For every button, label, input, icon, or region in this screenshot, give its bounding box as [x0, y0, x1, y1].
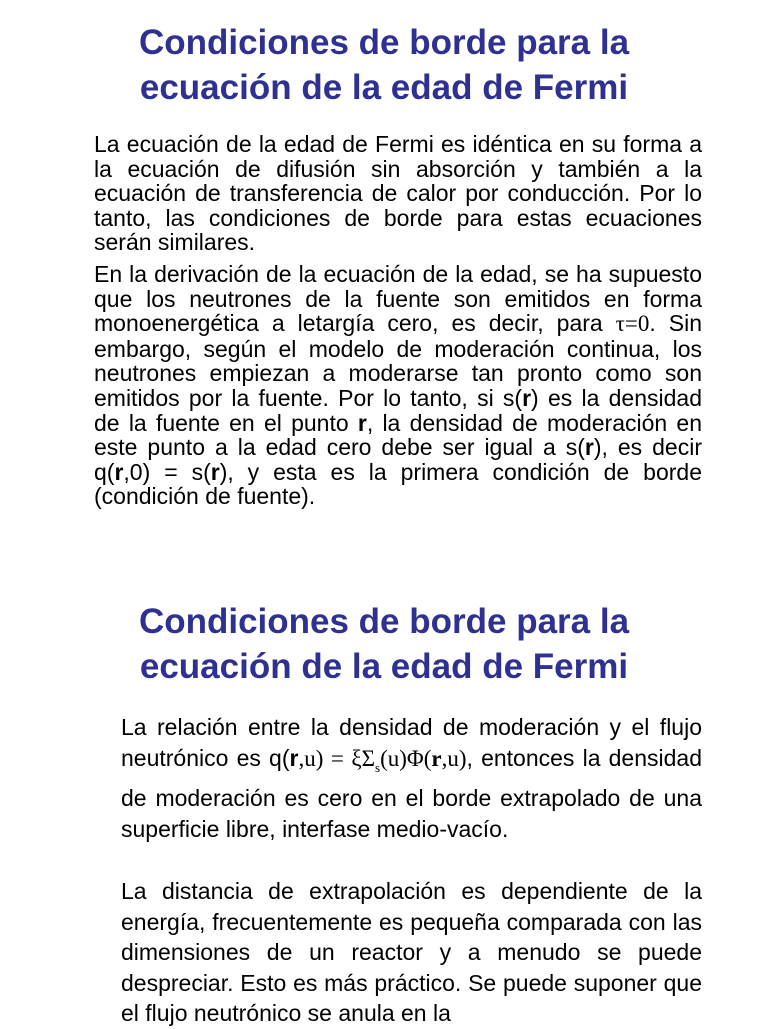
vector-r: r [210, 458, 220, 485]
tau-equals-zero: τ=0 [615, 311, 650, 337]
text-segment: , entonces la densidad de moderación es cero en el borde extrapolado de una superficie libre, interfase medio-vacío. [121, 744, 703, 842]
vector-r: r [522, 384, 532, 411]
vector-r: r [289, 744, 299, 771]
text-segment: La relación entre la densidad de moderación y el flujo neutrónico es q( [121, 714, 702, 771]
text-segment: ), y esta es la primera condición de borde (condición de fuente). [94, 458, 702, 510]
text-segment: ), es decir q( [94, 434, 702, 485]
formula-segment: ,u) [441, 745, 467, 771]
slide1-paragraph-1: La ecuación de la edad de Fermi es idéntica en su forma a la ecuación de difusión sin absorción y también a la ecuación de transferencia de calor por conducción. Por lo tanto, las condiciones de borde para estas ecuaciones serán similares. [94, 131, 702, 256]
formula-segment: ,u) = ξΣ [298, 745, 376, 771]
slide2-title-line2: ecuación de la edad de Fermi [139, 647, 629, 686]
text-segment: ) es la densidad de la fuente en el punto [94, 384, 702, 436]
slide2-title [0, 599, 768, 689]
vector-r: r [584, 434, 594, 461]
vector-r: r [114, 458, 124, 485]
vector-r: r [431, 745, 442, 771]
slide1-title [0, 20, 768, 110]
slide1-title-line2: ecuación de la edad de Fermi [139, 68, 629, 107]
formula-segment: (u)Φ( [380, 745, 432, 771]
slide2-paragraph-2: La distancia de extrapolación es dependiente de la energía, frecuentemente es pequeña comparada con las dimensiones de un reactor y a menudo se puede despreciar. Esto es más práctico. Se puede suponer que el flujo neutrónico se anula en la [121, 878, 702, 1026]
vector-r: r [357, 409, 367, 436]
text-segment: En la derivación de la ecuación de la edad, se ha supuesto que los neutrones de la fuente son emitidos en forma monoenergética a letargía cero, es decir, para [94, 261, 702, 337]
slide1-paragraph-2 [94, 262, 702, 509]
text-segment: . Sin embargo, según el modelo de moderación continua, los neutrones empiezan a moderarse tan pronto como son emitidos por la fuente. Por lo tanto, si s( [94, 310, 702, 411]
formula-subscript: s [375, 759, 381, 775]
slide2-paragraph-1 [121, 712, 702, 844]
slide1-title-line1: Condiciones de borde para la [138, 23, 630, 62]
slide2-title-line1: Condiciones de borde para la [138, 602, 630, 641]
text-segment: ,0) = s( [123, 458, 211, 485]
text-segment: , la densidad de moderación en este punto a la edad cero debe ser igual a s( [94, 409, 702, 461]
